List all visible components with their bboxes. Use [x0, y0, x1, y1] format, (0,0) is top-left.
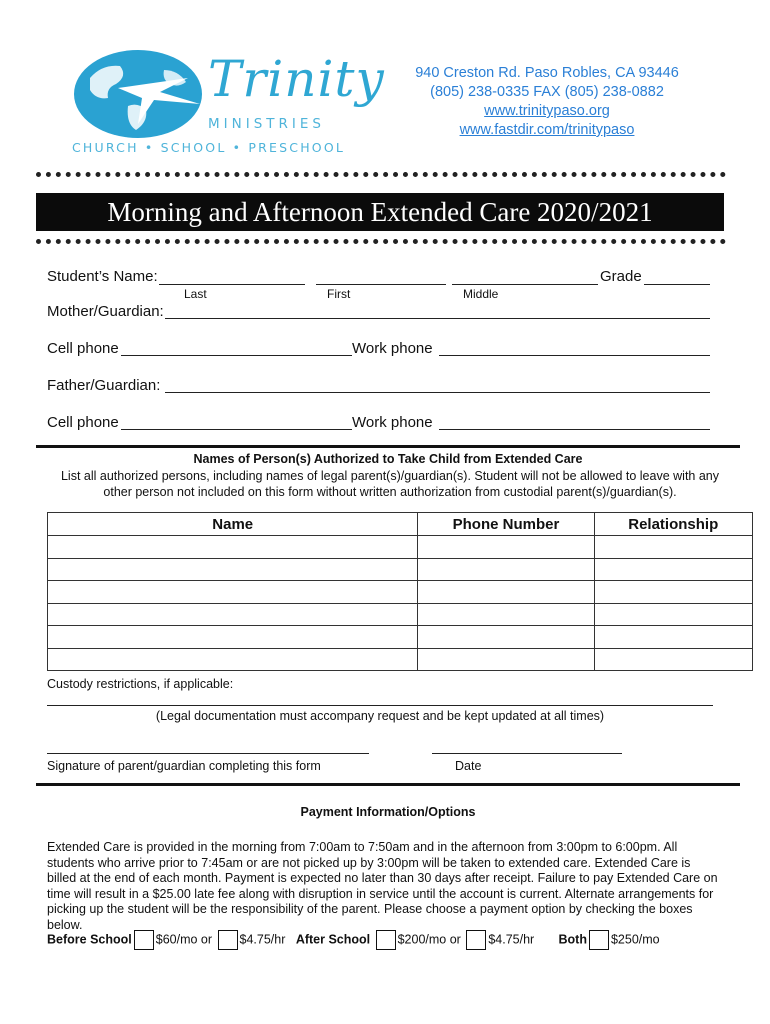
after-school-label: After School — [295, 932, 371, 947]
date-label: Date — [455, 759, 482, 773]
name-cell[interactable] — [48, 558, 418, 581]
form-title: Morning and Afternoon Extended Care 2020/2021 — [107, 197, 653, 227]
globe-dove-icon — [68, 48, 218, 140]
column-header-phone: Phone Number — [418, 513, 594, 536]
phone-cell[interactable] — [418, 581, 594, 604]
after-school-monthly-price: $200/mo or — [397, 932, 461, 947]
custody-label: Custody restrictions, if applicable: — [47, 677, 234, 691]
after-school-hourly-price: $4.75/hr — [488, 932, 535, 947]
website-link[interactable]: www.trinitypaso.org — [484, 103, 610, 119]
name-cell[interactable] — [48, 536, 418, 559]
column-header-name: Name — [48, 513, 418, 536]
title-bar — [36, 193, 724, 231]
logo-wordmark: Trinity — [208, 50, 385, 108]
table-header-row — [48, 513, 753, 536]
both-label: Both — [558, 932, 587, 947]
table-row — [48, 558, 753, 581]
payment-options-row — [47, 930, 660, 950]
directory-link[interactable]: www.fastdir.com/trinitypaso — [459, 122, 635, 138]
name-cell[interactable] — [48, 626, 418, 649]
before-school-hourly-price: $4.75/hr — [239, 932, 286, 947]
father-work-phone-label: Work phone — [352, 414, 433, 431]
relationship-cell[interactable] — [594, 581, 752, 604]
authorized-description: List all authorized persons, including names of legal parent(s)/guardian(s). Student will not be allowed to leave with any other person not included on this form without written authorization from custodial parent(s)/guardian(s). — [60, 469, 719, 499]
trinity-logo — [68, 48, 385, 158]
student-name-label: Student’s Name: — [47, 268, 158, 285]
phone-cell[interactable] — [418, 558, 594, 581]
table-row — [48, 581, 753, 604]
name-cell[interactable] — [48, 603, 418, 626]
first-sublabel: First — [327, 287, 351, 301]
father-cell-phone-field[interactable] — [121, 429, 352, 430]
grade-label: Grade — [600, 268, 642, 285]
name-cell[interactable] — [48, 581, 418, 604]
middle-sublabel: Middle — [463, 287, 499, 301]
signature-label: Signature of parent/guardian completing this form — [47, 759, 321, 773]
authorized-persons-table — [47, 512, 753, 671]
student-first-name-field[interactable] — [316, 284, 446, 285]
table-row — [48, 536, 753, 559]
both-price: $250/mo — [610, 932, 660, 947]
table-row — [48, 603, 753, 626]
father-work-phone-field[interactable] — [439, 429, 710, 430]
custody-note: (Legal documentation must accompany request and be kept updated at all times) — [155, 709, 605, 723]
dotted-divider-top — [36, 172, 726, 177]
last-sublabel: Last — [184, 287, 207, 301]
street-address: 940 Creston Rd. Paso Robles, CA 93446 — [415, 65, 679, 81]
logo-ministries: MINISTRIES — [208, 116, 325, 132]
father-guardian-field[interactable] — [165, 392, 710, 393]
student-middle-name-field[interactable] — [452, 284, 598, 285]
after-school-monthly-checkbox[interactable] — [376, 930, 396, 950]
phone-fax: (805) 238-0335 FAX (805) 238-0882 — [430, 84, 664, 100]
relationship-cell[interactable] — [594, 536, 752, 559]
father-cell-phone-label: Cell phone — [47, 414, 119, 431]
payment-heading: Payment Information/Options — [300, 805, 476, 819]
relationship-cell[interactable] — [594, 648, 752, 671]
name-cell[interactable] — [48, 648, 418, 671]
father-guardian-label: Father/Guardian: — [47, 377, 161, 394]
section-rule-payment — [36, 783, 740, 786]
payment-paragraph: Extended Care is provided in the morning from 7:00am to 7:50am and in the afternoon from 3:00pm to 6:00pm. All students who arrive prior to 7:45am or are not picked up by 3:00pm will be taken to extended care. Extended Care is billed at the end of each month. Payment is expected no later than 30 days after receipt. Failure to pay Extended Care on time will result in a $25.00 late fee along with disruption in service until the account is current. Alternate arrangements for picking up the student will be the responsibility of the parent. Please choose a payment option by checking the boxes below. — [47, 840, 718, 932]
relationship-cell[interactable] — [594, 558, 752, 581]
before-school-hourly-checkbox[interactable] — [218, 930, 238, 950]
logo-tagline: CHURCH • SCHOOL • PRESCHOOL — [72, 140, 346, 155]
column-header-relationship: Relationship — [594, 513, 752, 536]
authorized-heading: Names of Person(s) Authorized to Take Child from Extended Care — [193, 452, 583, 466]
phone-cell[interactable] — [418, 536, 594, 559]
after-school-hourly-checkbox[interactable] — [466, 930, 486, 950]
phone-cell[interactable] — [418, 603, 594, 626]
before-school-label: Before School — [47, 932, 132, 947]
relationship-cell[interactable] — [594, 603, 752, 626]
phone-cell[interactable] — [418, 648, 594, 671]
mother-work-phone-label: Work phone — [352, 340, 433, 357]
grade-field[interactable] — [644, 284, 710, 285]
mother-guardian-field[interactable] — [165, 318, 710, 319]
mother-work-phone-field[interactable] — [439, 355, 710, 356]
student-last-name-field[interactable] — [159, 284, 305, 285]
signature-field[interactable] — [47, 753, 369, 754]
dotted-divider-bottom — [36, 239, 726, 244]
date-field[interactable] — [432, 753, 622, 754]
custody-restrictions-field[interactable] — [47, 705, 713, 706]
before-school-monthly-price: $60/mo or — [155, 932, 213, 947]
both-checkbox[interactable] — [589, 930, 609, 950]
table-row — [48, 626, 753, 649]
relationship-cell[interactable] — [594, 626, 752, 649]
mother-cell-phone-label: Cell phone — [47, 340, 119, 357]
table-row — [48, 648, 753, 671]
before-school-monthly-checkbox[interactable] — [134, 930, 154, 950]
mother-guardian-label: Mother/Guardian: — [47, 303, 164, 320]
phone-cell[interactable] — [418, 626, 594, 649]
section-rule-authorized — [36, 445, 740, 448]
mother-cell-phone-field[interactable] — [121, 355, 352, 356]
school-address-block — [390, 64, 704, 140]
